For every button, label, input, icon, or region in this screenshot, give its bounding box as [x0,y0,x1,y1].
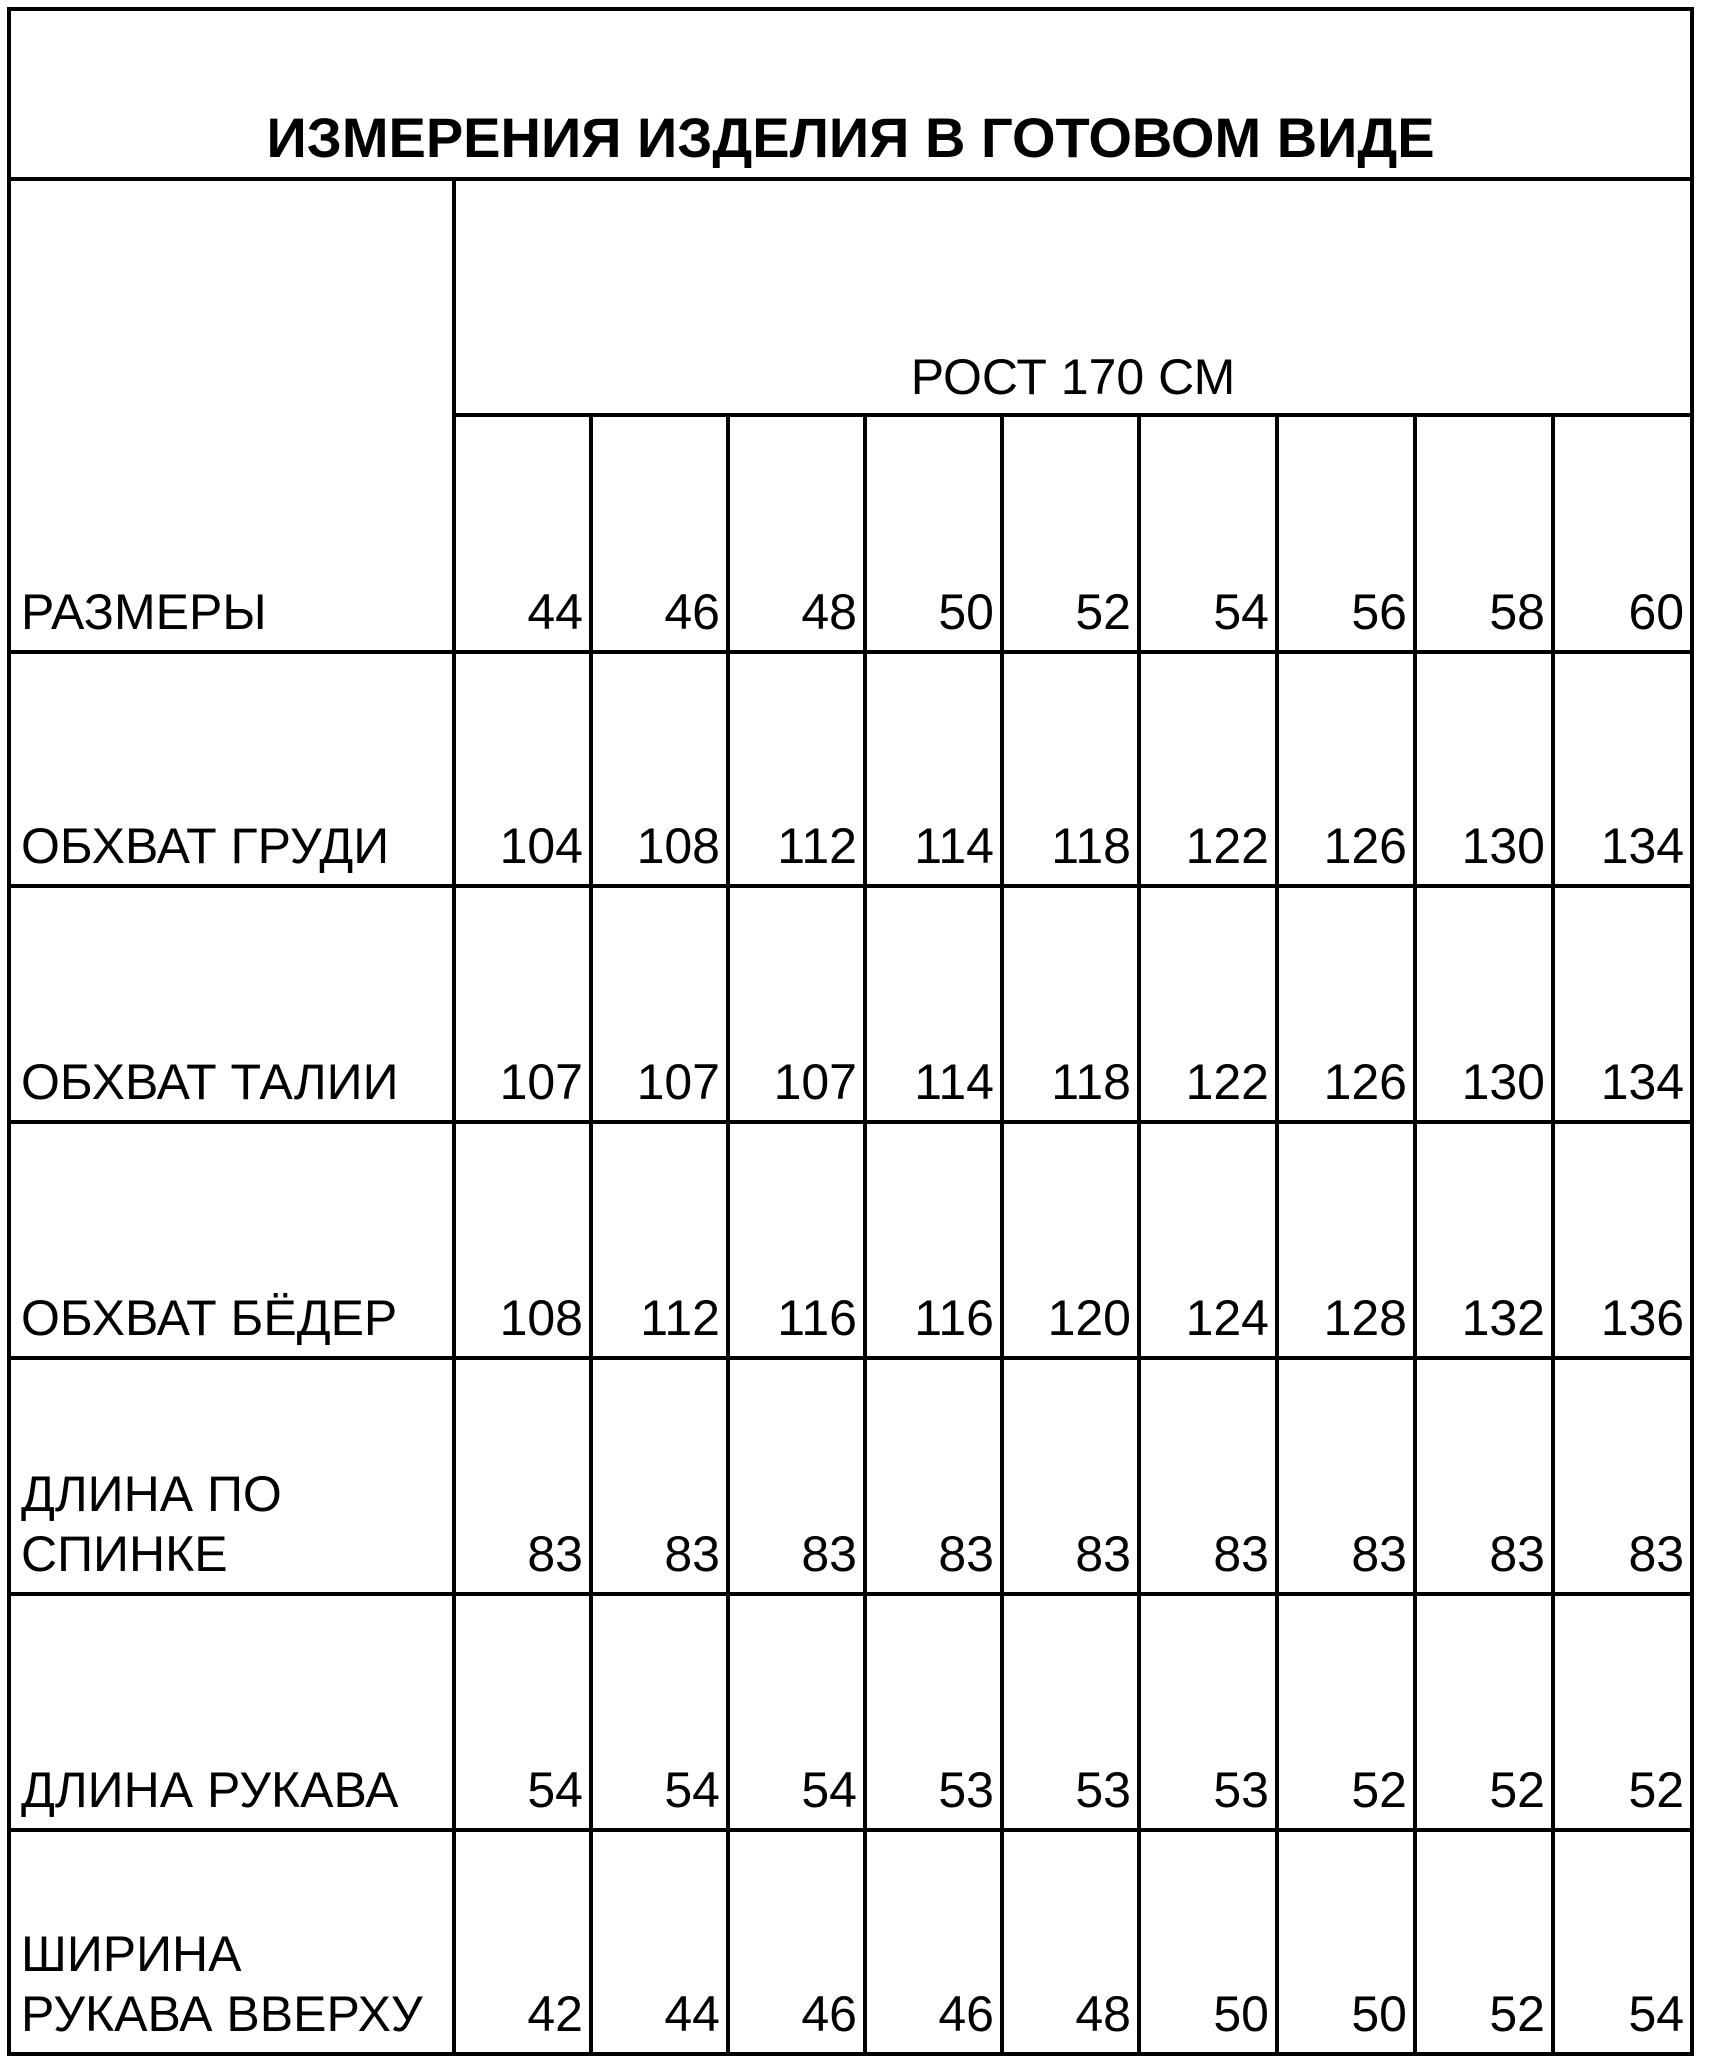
measurement-cell: 130 [1415,886,1553,1122]
table-title: ИЗМЕРЕНИЯ ИЗДЕЛИЯ В ГОТОВОМ ВИДЕ [9,9,1692,179]
table-row-sleeve-width [9,1830,1692,2054]
sizes-row [9,415,1692,652]
measurement-cell: 52 [1277,1594,1415,1830]
measurement-cell: 126 [1277,652,1415,886]
measurement-cell: 53 [1002,1594,1139,1830]
measurement-cell: 54 [454,1594,591,1830]
measurement-cell: 116 [728,1122,865,1358]
size-header-cell: 44 [454,415,591,652]
header-corner-cell [9,179,454,415]
measurement-cell: 54 [1553,1830,1692,2054]
title-row [9,9,1692,179]
measurement-cell: 132 [1415,1122,1553,1358]
measurement-cell: 112 [591,1122,728,1358]
size-header-cell: 60 [1553,415,1692,652]
measurement-cell: 114 [865,886,1002,1122]
size-header-cell: 58 [1415,415,1553,652]
measurement-cell: 108 [591,652,728,886]
table-row-hips [9,1122,1692,1358]
measurement-cell: 83 [1415,1358,1553,1594]
measurement-cell: 42 [454,1830,591,2054]
measurement-cell: 52 [1553,1594,1692,1830]
measurement-cell: 116 [865,1122,1002,1358]
measurement-cell: 134 [1553,886,1692,1122]
measurement-cell: 108 [454,1122,591,1358]
size-header-cell: 52 [1002,415,1139,652]
row-label: ОБХВАТ БЁДЕР [9,1122,454,1358]
size-chart-table [7,7,1694,2056]
measurement-cell: 48 [1002,1830,1139,2054]
row-label: ОБХВАТ ГРУДИ [9,652,454,886]
measurement-cell: 83 [1553,1358,1692,1594]
measurement-cell: 44 [591,1830,728,2054]
measurement-cell: 83 [1002,1358,1139,1594]
table-row-chest [9,652,1692,886]
measurement-cell: 52 [1415,1594,1553,1830]
measurement-cell: 118 [1002,886,1139,1122]
measurement-cell: 122 [1139,652,1277,886]
table-row-back-length [9,1358,1692,1594]
measurement-cell: 122 [1139,886,1277,1122]
size-header-cell: 56 [1277,415,1415,652]
row-label: ДЛИНА РУКАВА [9,1594,454,1830]
height-group-row [9,179,1692,415]
measurement-cell: 46 [728,1830,865,2054]
measurement-cell: 130 [1415,652,1553,886]
measurement-cell: 114 [865,652,1002,886]
measurement-cell: 107 [728,886,865,1122]
row-label: ДЛИНА ПО СПИНКЕ [9,1358,454,1594]
measurement-cell: 46 [865,1830,1002,2054]
measurement-cell: 136 [1553,1122,1692,1358]
size-header-cell: 48 [728,415,865,652]
row-label: ОБХВАТ ТАЛИИ [9,886,454,1122]
row-label: ШИРИНА РУКАВА ВВЕРХУ [9,1830,454,2054]
measurement-cell: 83 [865,1358,1002,1594]
measurement-cell: 54 [728,1594,865,1830]
measurement-cell: 53 [865,1594,1002,1830]
size-header-cell: 54 [1139,415,1277,652]
measurement-cell: 52 [1415,1830,1553,2054]
measurement-cell: 54 [591,1594,728,1830]
measurement-cell: 83 [1139,1358,1277,1594]
measurement-cell: 126 [1277,886,1415,1122]
table-row-waist [9,886,1692,1122]
measurement-cell: 128 [1277,1122,1415,1358]
measurement-cell: 83 [591,1358,728,1594]
measurement-cell: 53 [1139,1594,1277,1830]
measurement-cell: 107 [454,886,591,1122]
measurement-cell: 134 [1553,652,1692,886]
size-header-cell: 46 [591,415,728,652]
measurement-cell: 107 [591,886,728,1122]
measurement-cell: 50 [1277,1830,1415,2054]
table-row-sleeve-length [9,1594,1692,1830]
size-header-cell: 50 [865,415,1002,652]
measurement-cell: 83 [1277,1358,1415,1594]
measurement-cell: 83 [728,1358,865,1594]
height-group-header: РОСТ 170 СМ [454,179,1692,415]
measurement-cell: 83 [454,1358,591,1594]
measurement-cell: 120 [1002,1122,1139,1358]
measurement-cell: 124 [1139,1122,1277,1358]
measurement-cell: 112 [728,652,865,886]
measurement-cell: 50 [1139,1830,1277,2054]
measurement-cell: 104 [454,652,591,886]
measurement-cell: 118 [1002,652,1139,886]
sizes-label: РАЗМЕРЫ [9,415,454,652]
